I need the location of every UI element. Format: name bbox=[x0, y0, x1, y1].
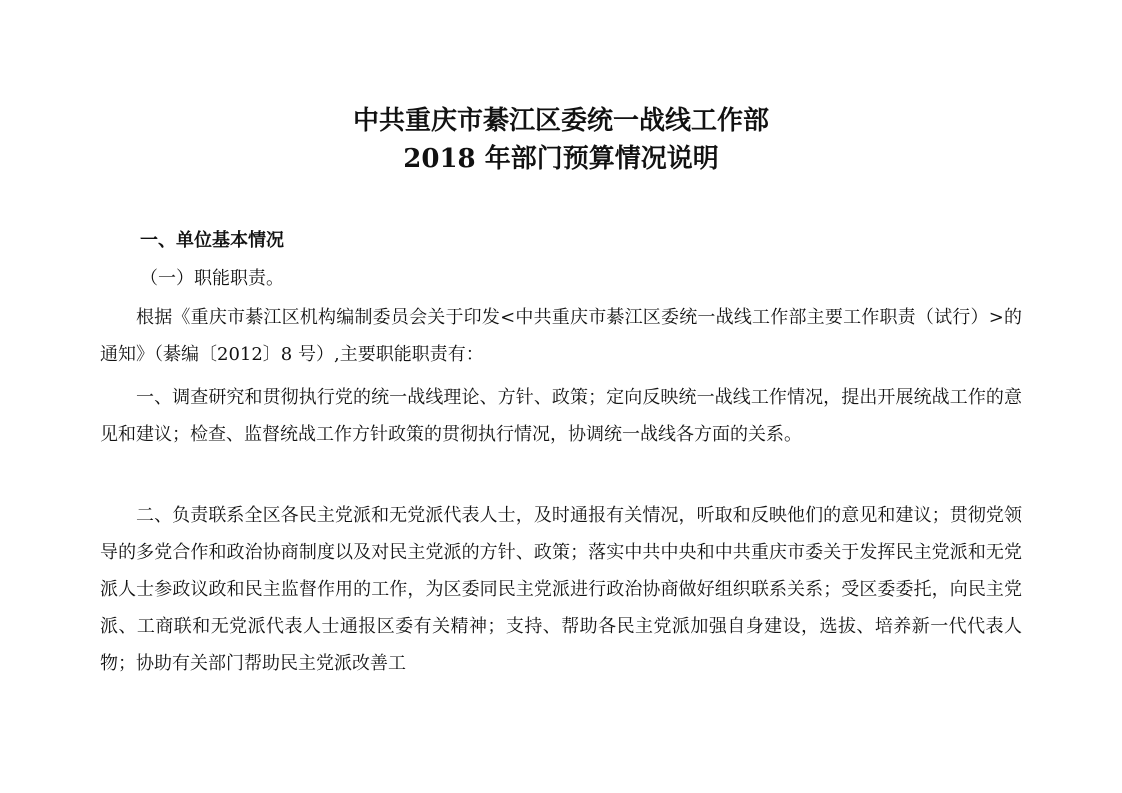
paragraph-3: 二、负责联系全区各民主党派和无党派代表人士，及时通报有关情况，听取和反映他们的意见和建议；贯彻党领导的多党合作和政治协商制度以及对民主党派的方针、政策；落实中共中央和中共重庆市委关于发挥民主党派和无党派人士参政议政和民主监督作用的工作，为区委同民主党派进行政治协商做好组织联系关系；受区委委托，向民主党派、工商联和无党派代表人士通报区委有关精神；支持、帮助各民主党派加强自身建设，选拔、培养新一代代表人物；协助有关部门帮助民主党派改善工 bbox=[100, 505, 1022, 674]
document-title-line-2: 2018 年部门预算情况说明 bbox=[403, 144, 719, 174]
section-heading: 一、单位基本情况 bbox=[140, 230, 284, 251]
document-title-line-1: 中共重庆市綦江区委统一战线工作部 bbox=[352, 106, 769, 136]
paragraph-2: 一、调查研究和贯彻执行党的统一战线理论、方针、政策；定向反映统一战线工作情况，提出开展统战工作的意见和建议；检查、监督统战工作方针政策的贯彻执行情况，协调统一战线各方面的关系。 bbox=[100, 387, 1022, 445]
paragraph-1: 根据《重庆市綦江区机构编制委员会关于印发<中共重庆市綦江区委统一战线工作部主要工作职责（试行）>的通知》（綦编〔2012〕8 号）,主要职能职责有： bbox=[100, 307, 1022, 365]
subsection-heading: （一）职能职责。 bbox=[140, 268, 284, 289]
